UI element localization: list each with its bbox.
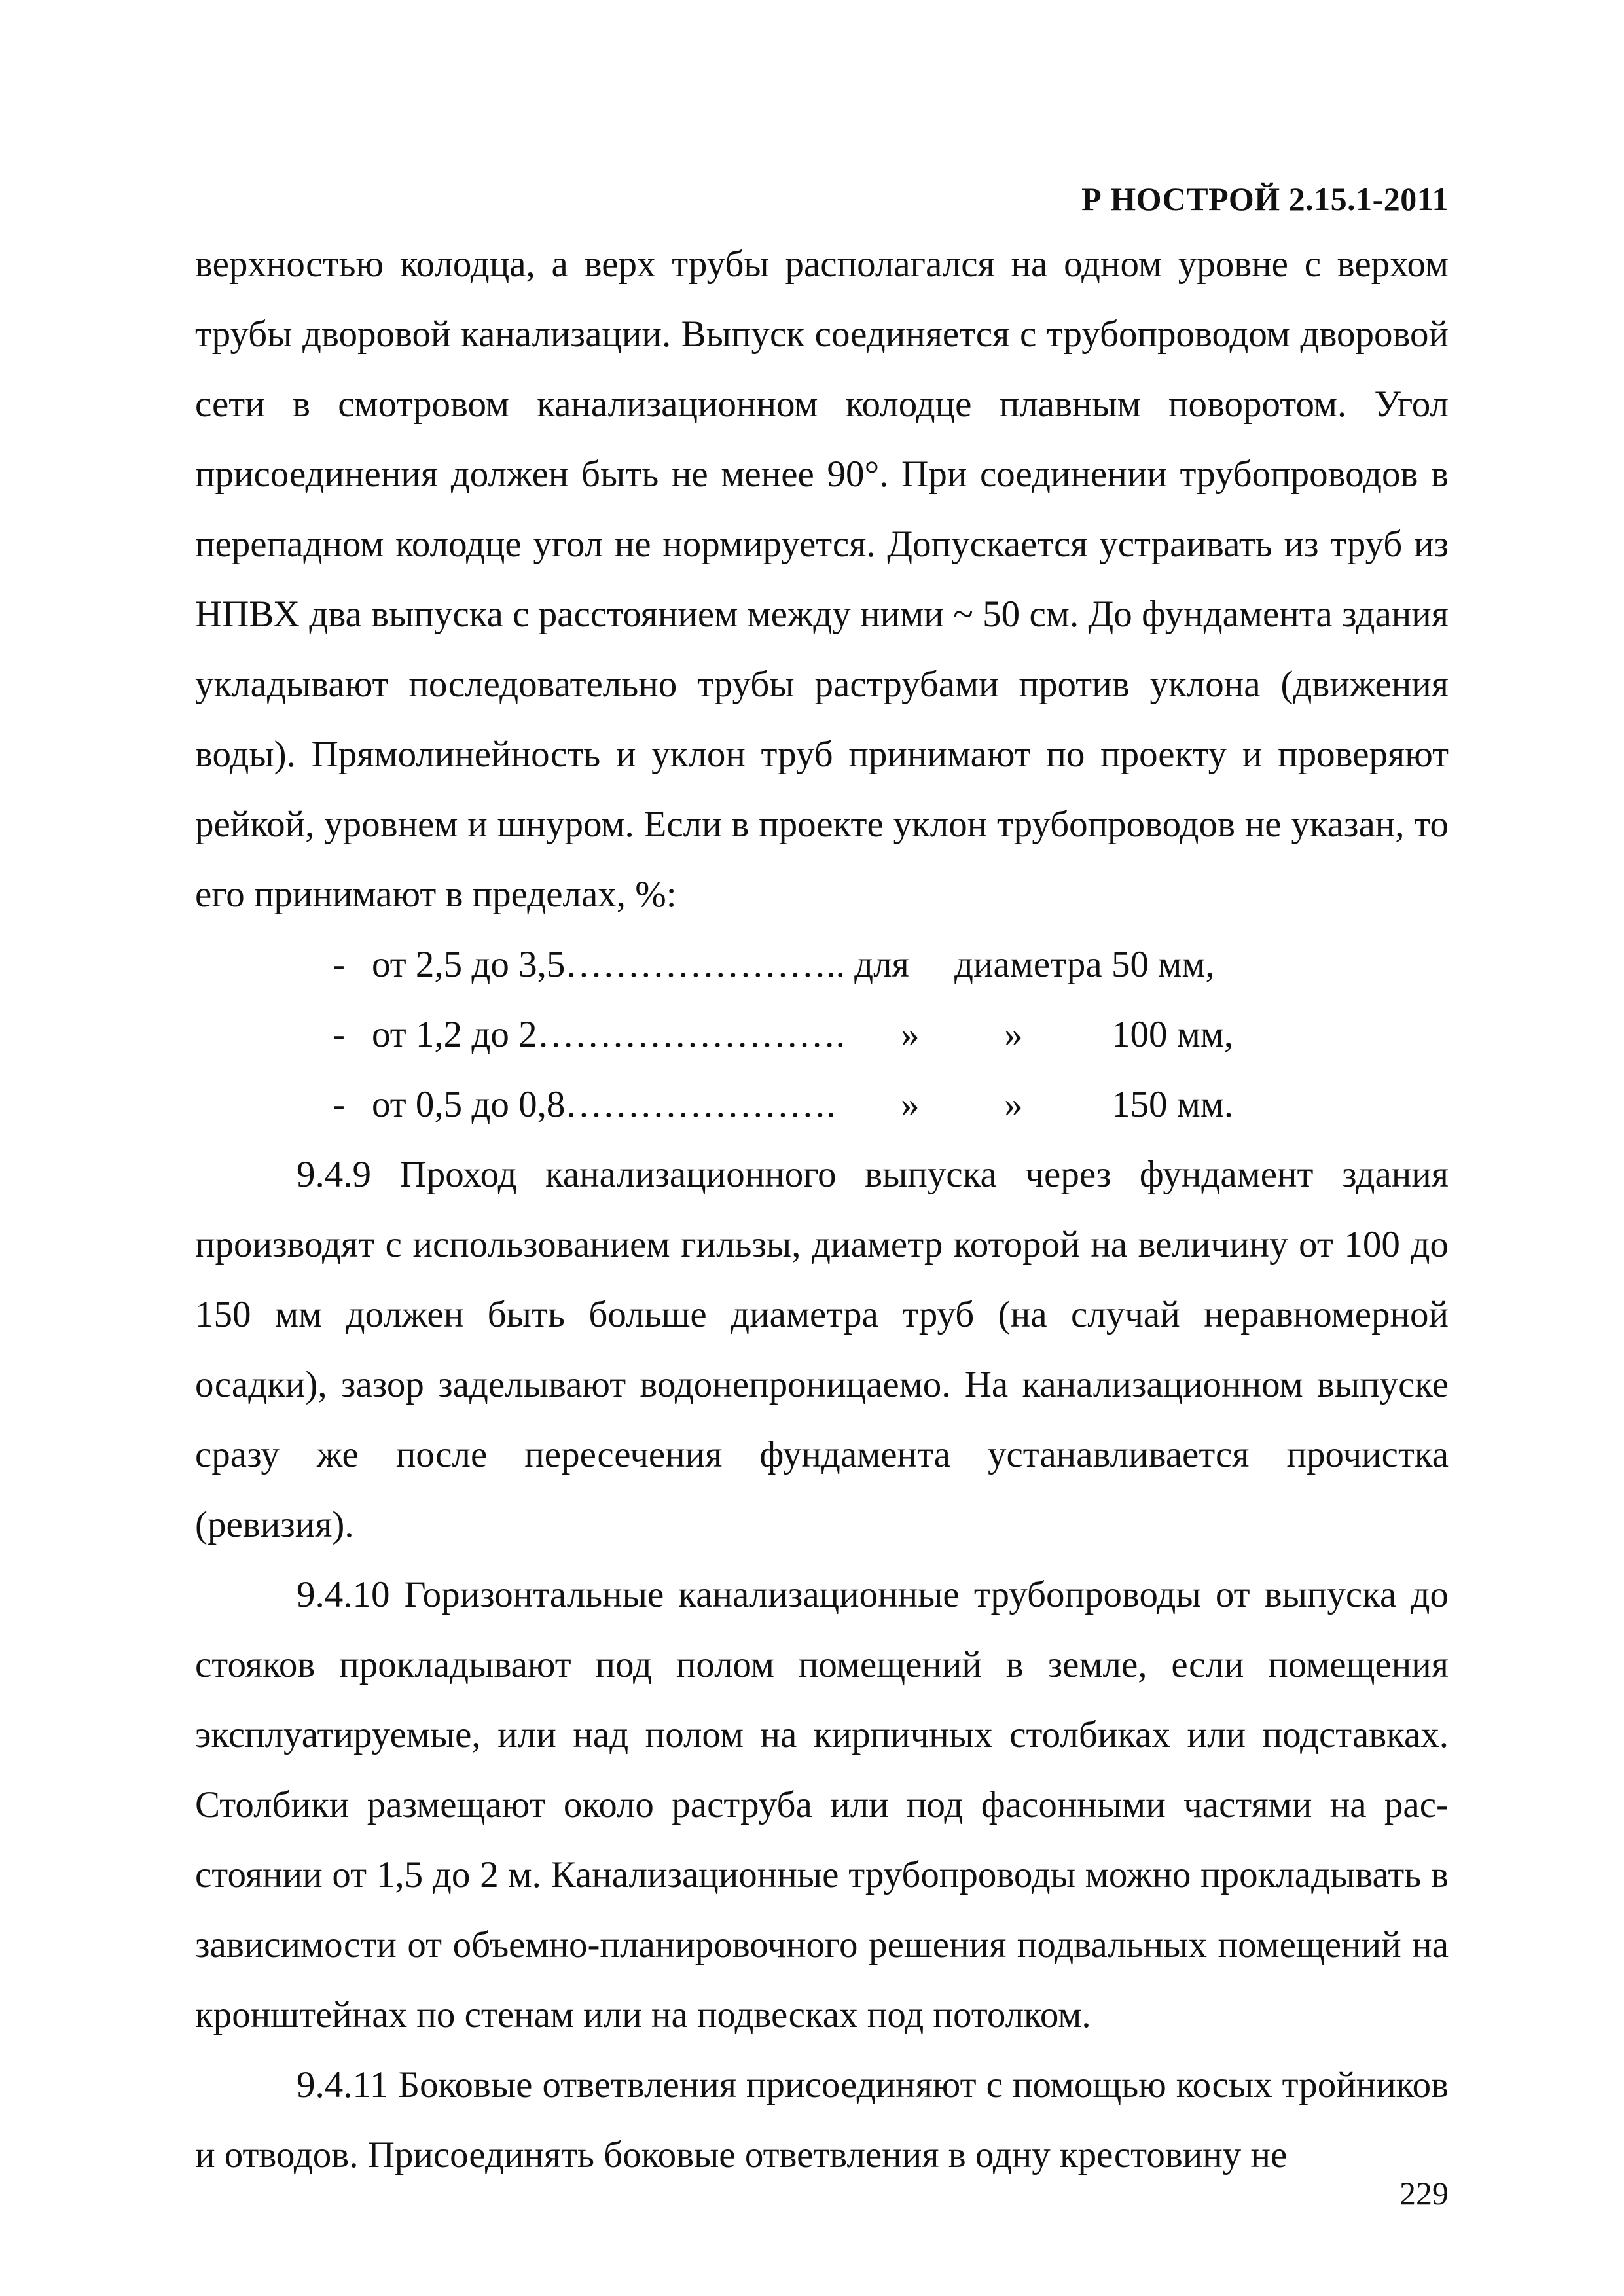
slope-list-item (195, 929, 1449, 999)
pipe-diameter: 100 мм, (1111, 1014, 1234, 1055)
document-code-header: Р НОСТРОЙ 2.15.1-2011 (1081, 181, 1449, 217)
paragraph-continued: верхностью колодца, а верх трубы располагался на одном уровне с верхом трубы дворовой канализации. Выпуск соединяется с трубопроводом дворовой сети в смотровом канализационном колодце плавным поворотом. Угол присоединения должен быть не менее 90°. При соединении трубопроводов в перепадном колодце угол не нормируется. Допускается устраивать из труб из НПВХ два выпуска с расстоянием между ними ~ 50 см. До фундамента здания укладывают последовательно трубы раструбами против уклона (движения воды). Прямолинейность и уклон труб принимают по проекту и проверяют рейкой, уровнем и шнуром. Если в проекте уклон трубопроводов не указан, то его принимают в пределах, %: (195, 243, 1449, 915)
diameter-label: диаметра (954, 944, 1102, 985)
ditto-mark: » (1004, 1084, 1023, 1125)
ditto-mark: » (1004, 1014, 1023, 1055)
slope-range: от 2,5 до 3,5………………….. для (372, 944, 909, 985)
paragraph-9-4-11: 9.4.11 Боковые ответвления присоединяют с помощью косых тройников и отводов. Присоединять боковые ответвления в одну крестовину не (195, 2064, 1449, 2176)
list-dash: - (333, 1084, 345, 1125)
pipe-diameter: 50 мм, (1111, 944, 1215, 985)
slope-list-item (195, 999, 1449, 1069)
paragraph-9-4-9: 9.4.9 Проход канализационного выпуска через фундамент здания производят с использованием гильзы, диаметр которой на величину от 100 до 150 мм должен быть больше диаметра труб (на случай неравномерной осадки), зазор заделывают водонепроницаемо. На канализационном выпуске сразу же после пересечения фундамента устанавливается прочистка (ревизия). (195, 1154, 1449, 1545)
list-dash: - (333, 1014, 345, 1055)
slope-range: от 0,5 до 0,8…………………. (372, 1084, 836, 1125)
slope-list (195, 929, 1449, 1139)
pipe-diameter: 150 мм. (1111, 1084, 1234, 1125)
paragraph-9-4-10: 9.4.10 Горизонтальные канализационные трубопроводы от выпуска до стояков прокладывают под полом помещений в земле, если помещения эксплуатируемые, или над полом на кирпичных столбиках или подставках. Столбики размещают около раструба или под фасонными частями на расстоянии от 1,5 до 2 м. Канализационные трубопроводы можно прокладывать в зависимости от объемно-планировочного решения подвальных помещений на кронштейнах по стенам или на подвесках под потолком. (195, 1574, 1449, 2036)
slope-list-item (195, 1069, 1449, 1139)
ditto-mark: » (901, 1014, 920, 1055)
list-dash: - (333, 944, 345, 985)
slope-range: от 1,2 до 2……………………. (372, 1014, 845, 1055)
ditto-mark: » (901, 1084, 920, 1125)
body-text (195, 229, 1449, 2190)
page-number: 229 (1399, 2175, 1449, 2212)
